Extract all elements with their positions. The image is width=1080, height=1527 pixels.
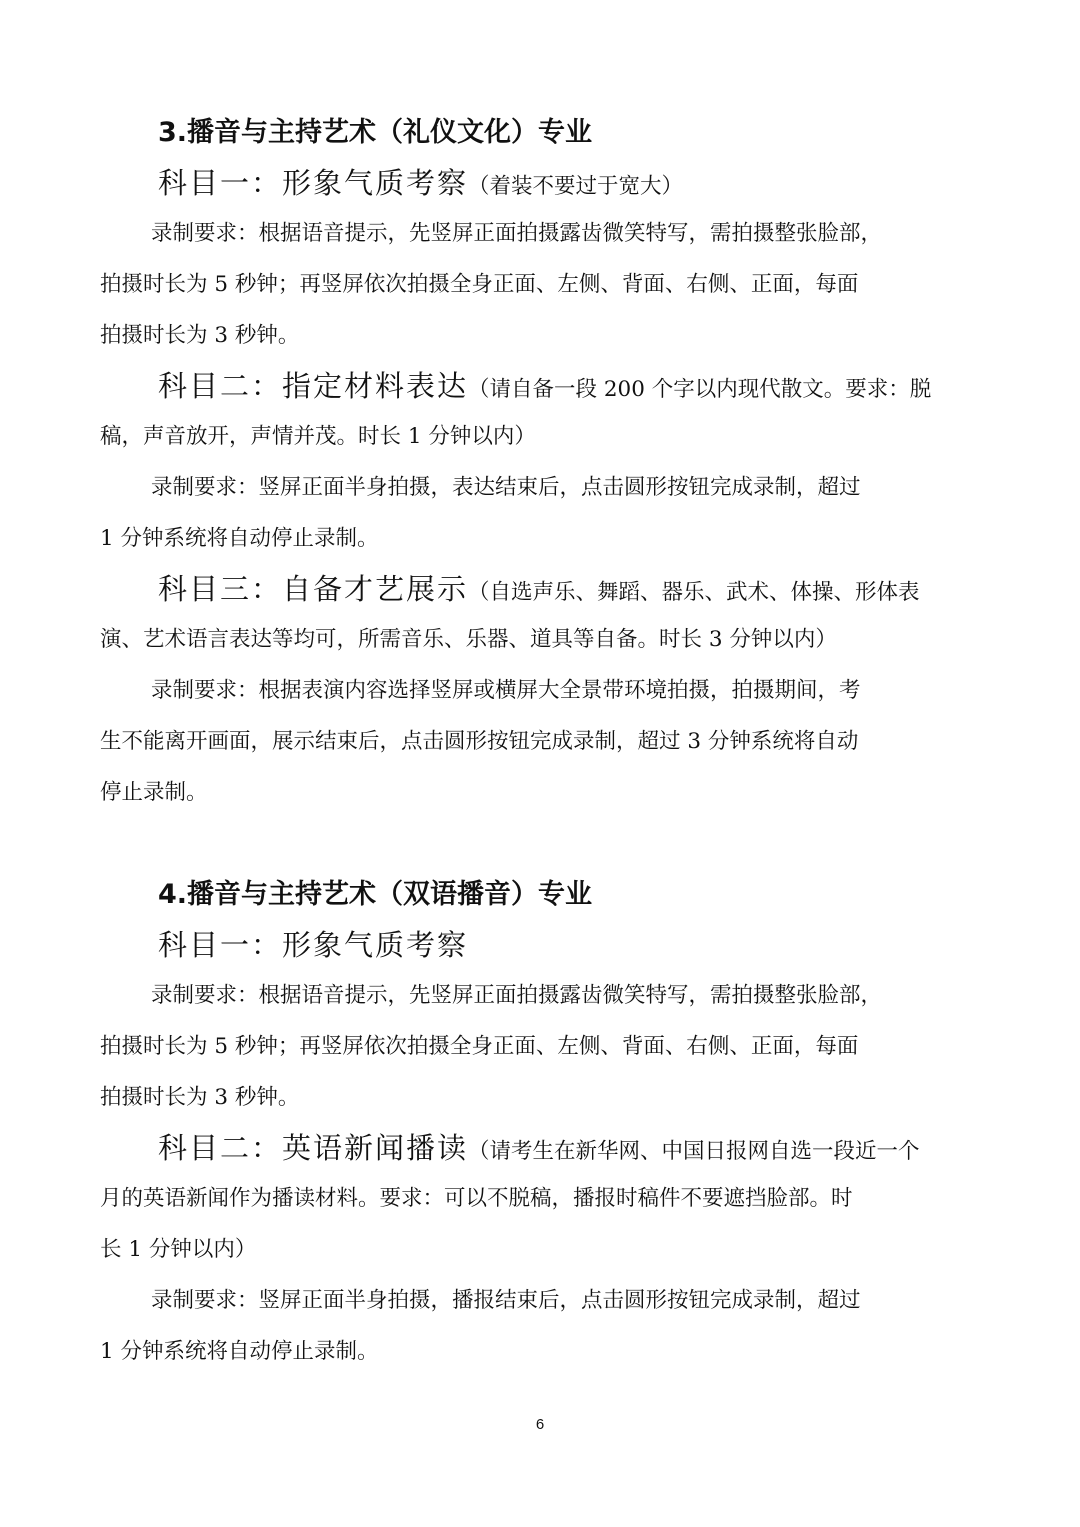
subject-heading xyxy=(100,920,984,970)
subject-heading xyxy=(100,1123,984,1173)
requirement-paragraph xyxy=(100,1275,984,1377)
subject-heading xyxy=(100,564,984,614)
subject-label: 科目一：形象气质考察 xyxy=(158,166,469,200)
subject-heading xyxy=(100,158,984,208)
paragraph-line: 拍摄时长为 3 秒钟。 xyxy=(100,1085,300,1110)
page-number: 6 xyxy=(535,1416,545,1433)
section-title: 4.播音与主持艺术（双语播音）专业 xyxy=(158,879,593,910)
requirement-paragraph xyxy=(100,208,984,361)
subject-label: 科目一：形象气质考察 xyxy=(158,928,469,962)
paragraph-line: 拍摄时长为 5 秒钟；再竖屏依次拍摄全身正面、左侧、背面、右侧、正面，每面 xyxy=(100,272,859,297)
subject-note: （自选声乐、舞蹈、器乐、武术、体操、形体表 xyxy=(468,580,920,605)
paragraph-line: 1 分钟系统将自动停止录制。 xyxy=(100,1339,379,1364)
paragraph-line: 录制要求：竖屏正面半身拍摄，表达结束后，点击圆形按钮完成录制，超过 xyxy=(151,475,861,500)
subject-note-continued: 演、艺术语言表达等均可，所需音乐、乐器、道具等自备。时长 3 分钟以内） xyxy=(100,627,837,652)
subject-note: （请考生在新华网、中国日报网自选一段近一个 xyxy=(468,1139,920,1164)
subject-label: 科目二：指定材料表达 xyxy=(158,369,469,403)
paragraph-line: 拍摄时长为 5 秒钟；再竖屏依次拍摄全身正面、左侧、背面、右侧、正面，每面 xyxy=(100,1034,859,1059)
section-4 xyxy=(100,870,984,1377)
requirement-paragraph xyxy=(100,462,984,564)
subject-note-continued: 稿，声音放开，声情并茂。时长 1 分钟以内） xyxy=(100,424,536,449)
paragraph-line: 录制要求：根据语音提示，先竖屏正面拍摄露齿微笑特写，需拍摄整张脸部， xyxy=(151,221,883,246)
requirement-paragraph xyxy=(100,665,984,818)
section-3 xyxy=(100,108,984,818)
paragraph-line: 拍摄时长为 3 秒钟。 xyxy=(100,323,300,348)
paragraph-line: 1 分钟系统将自动停止录制。 xyxy=(100,526,379,551)
requirement-paragraph xyxy=(100,970,984,1123)
paragraph-line: 生不能离开画面，展示结束后，点击圆形按钮完成录制，超过 3 分钟系统将自动 xyxy=(100,729,859,754)
paragraph-line: 停止录制。 xyxy=(100,780,208,805)
subject-note-continued: 月的英语新闻作为播读材料。要求：可以不脱稿，播报时稿件不要遮挡脸部。时 xyxy=(100,1186,853,1211)
paragraph-line: 录制要求：根据语音提示，先竖屏正面拍摄露齿微笑特写，需拍摄整张脸部， xyxy=(151,983,883,1008)
subject-label: 科目三：自备才艺展示 xyxy=(158,572,469,606)
subject-heading xyxy=(100,361,984,411)
paragraph-line: 录制要求：竖屏正面半身拍摄，播报结束后，点击圆形按钮完成录制，超过 xyxy=(151,1288,861,1313)
subject-note-continued: 长 1 分钟以内） xyxy=(100,1237,257,1262)
paragraph-line: 录制要求：根据表演内容选择竖屏或横屏大全景带环境拍摄，拍摄期间，考 xyxy=(151,678,861,703)
subject-note: （着装不要过于宽大） xyxy=(468,174,684,199)
section-title: 3.播音与主持艺术（礼仪文化）专业 xyxy=(158,117,593,148)
subject-note: （请自备一段 200 个字以内现代散文。要求：脱 xyxy=(468,377,932,402)
subject-label: 科目二：英语新闻播读 xyxy=(158,1131,469,1165)
